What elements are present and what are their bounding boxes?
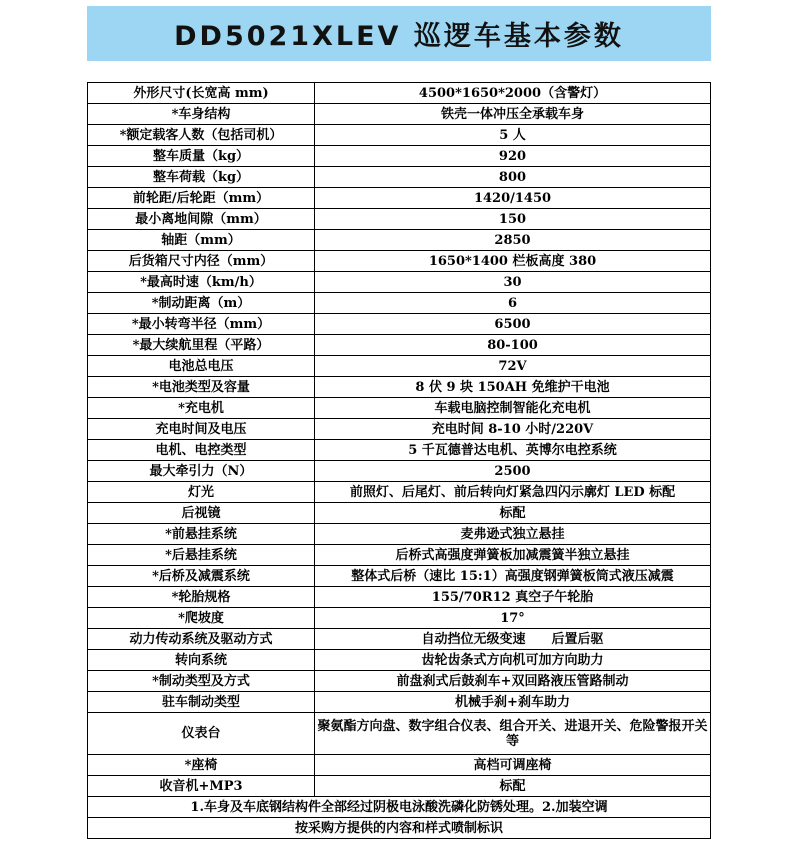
param-value-cell: 2850 <box>315 230 711 251</box>
table-row <box>88 314 711 335</box>
table-row <box>88 587 711 608</box>
param-name-cell: 转向系统 <box>88 650 315 671</box>
spec-table-body <box>88 83 711 839</box>
param-name-cell: 外形尺寸(长宽高 mm) <box>88 83 315 104</box>
table-row <box>88 398 711 419</box>
param-value-cell: 后桥式高强度弹簧板加减震簧半独立悬挂 <box>315 545 711 566</box>
note-cell: 1.车身及车底钢结构件全部经过阴极电泳酸洗磷化防锈处理。2.加装空调 <box>88 797 711 818</box>
table-row <box>88 671 711 692</box>
param-name-cell: *座椅 <box>88 755 315 776</box>
param-name-cell: 后视镜 <box>88 503 315 524</box>
param-value-cell: 机械手刹+刹车助力 <box>315 692 711 713</box>
param-value-cell: 标配 <box>315 503 711 524</box>
param-name-cell: 整车质量（kg） <box>88 146 315 167</box>
table-row <box>88 146 711 167</box>
param-name-cell: *后悬挂系统 <box>88 545 315 566</box>
param-value-cell: 充电时间 8-10 小时/220V <box>315 419 711 440</box>
param-name-cell: 最小离地间隙（mm） <box>88 209 315 230</box>
param-name-cell: *前悬挂系统 <box>88 524 315 545</box>
param-name-cell: 电池总电压 <box>88 356 315 377</box>
param-name-cell: 仪表台 <box>88 713 315 755</box>
param-name-cell: 充电时间及电压 <box>88 419 315 440</box>
table-row <box>88 608 711 629</box>
param-name-cell: *车身结构 <box>88 104 315 125</box>
param-value-cell: 5 人 <box>315 125 711 146</box>
table-row <box>88 209 711 230</box>
param-name-cell: *最高时速（km/h） <box>88 272 315 293</box>
note-row <box>88 797 711 818</box>
table-row <box>88 251 711 272</box>
table-row <box>88 524 711 545</box>
table-row <box>88 461 711 482</box>
param-value-cell: 标配 <box>315 776 711 797</box>
param-value-cell: 聚氨酯方向盘、数字组合仪表、组合开关、进退开关、危险警报开关等 <box>315 713 711 755</box>
param-value-cell: 铁壳一体冲压全承载车身 <box>315 104 711 125</box>
table-row <box>88 503 711 524</box>
param-value-cell: 1650*1400 栏板高度 380 <box>315 251 711 272</box>
table-row <box>88 566 711 587</box>
param-value-cell: 150 <box>315 209 711 230</box>
param-name-cell: *电池类型及容量 <box>88 377 315 398</box>
param-name-cell: *最大续航里程（平路） <box>88 335 315 356</box>
param-value-cell: 1420/1450 <box>315 188 711 209</box>
param-name-cell: 收音机+MP3 <box>88 776 315 797</box>
table-row <box>88 419 711 440</box>
table-row <box>88 692 711 713</box>
param-name-cell: *最小转弯半径（mm） <box>88 314 315 335</box>
table-row <box>88 83 711 104</box>
table-row <box>88 482 711 503</box>
table-row <box>88 335 711 356</box>
param-name-cell: *爬坡度 <box>88 608 315 629</box>
param-name-cell: 轴距（mm） <box>88 230 315 251</box>
param-value-cell: 2500 <box>315 461 711 482</box>
table-row <box>88 629 711 650</box>
page-title: DD5021XLEV 巡逻车基本参数 <box>87 6 711 61</box>
table-row <box>88 272 711 293</box>
param-name-cell: 电机、电控类型 <box>88 440 315 461</box>
param-value-cell: 自动挡位无级变速 后置后驱 <box>315 629 711 650</box>
param-value-cell: 6500 <box>315 314 711 335</box>
param-value-cell: 4500*1650*2000（含警灯） <box>315 83 711 104</box>
table-row <box>88 167 711 188</box>
param-value-cell: 前照灯、后尾灯、前后转向灯紧急四闪示廓灯 LED 标配 <box>315 482 711 503</box>
param-value-cell: 麦弗逊式独立悬挂 <box>315 524 711 545</box>
param-value-cell: 整体式后桥（速比 15:1）高强度钢弹簧板筒式液压减震 <box>315 566 711 587</box>
note-cell: 按采购方提供的内容和样式喷制标识 <box>88 818 711 839</box>
table-row <box>88 713 711 755</box>
param-value-cell: 前盘刹式后鼓刹车+双回路液压管路制动 <box>315 671 711 692</box>
table-row <box>88 440 711 461</box>
table-row <box>88 104 711 125</box>
note-row <box>88 818 711 839</box>
table-row <box>88 293 711 314</box>
table-row <box>88 377 711 398</box>
param-name-cell: 前轮距/后轮距（mm） <box>88 188 315 209</box>
param-name-cell: *制动类型及方式 <box>88 671 315 692</box>
table-row <box>88 125 711 146</box>
param-name-cell: *制动距离（m） <box>88 293 315 314</box>
param-value-cell: 高档可调座椅 <box>315 755 711 776</box>
param-name-cell: 后货箱尺寸内径（mm） <box>88 251 315 272</box>
param-value-cell: 车载电脑控制智能化充电机 <box>315 398 711 419</box>
param-name-cell: *后桥及减震系统 <box>88 566 315 587</box>
table-row <box>88 650 711 671</box>
table-row <box>88 188 711 209</box>
param-value-cell: 齿轮齿条式方向机可加方向助力 <box>315 650 711 671</box>
table-row <box>88 545 711 566</box>
param-name-cell: 动力传动系统及驱动方式 <box>88 629 315 650</box>
table-row <box>88 230 711 251</box>
spec-table <box>87 82 711 839</box>
param-name-cell: *充电机 <box>88 398 315 419</box>
param-name-cell: *额定载客人数（包括司机） <box>88 125 315 146</box>
table-row <box>88 776 711 797</box>
param-value-cell: 800 <box>315 167 711 188</box>
param-value-cell: 30 <box>315 272 711 293</box>
param-value-cell: 920 <box>315 146 711 167</box>
param-value-cell: 72V <box>315 356 711 377</box>
param-name-cell: 驻车制动类型 <box>88 692 315 713</box>
param-name-cell: 最大牵引力（N） <box>88 461 315 482</box>
param-name-cell: *轮胎规格 <box>88 587 315 608</box>
table-row <box>88 755 711 776</box>
param-value-cell: 8 伏 9 块 150AH 免维护干电池 <box>315 377 711 398</box>
param-value-cell: 6 <box>315 293 711 314</box>
table-row <box>88 356 711 377</box>
param-value-cell: 17° <box>315 608 711 629</box>
param-value-cell: 80-100 <box>315 335 711 356</box>
param-value-cell: 5 千瓦德普达电机、英博尔电控系统 <box>315 440 711 461</box>
param-value-cell: 155/70R12 真空子午轮胎 <box>315 587 711 608</box>
param-name-cell: 整车荷载（kg） <box>88 167 315 188</box>
param-name-cell: 灯光 <box>88 482 315 503</box>
